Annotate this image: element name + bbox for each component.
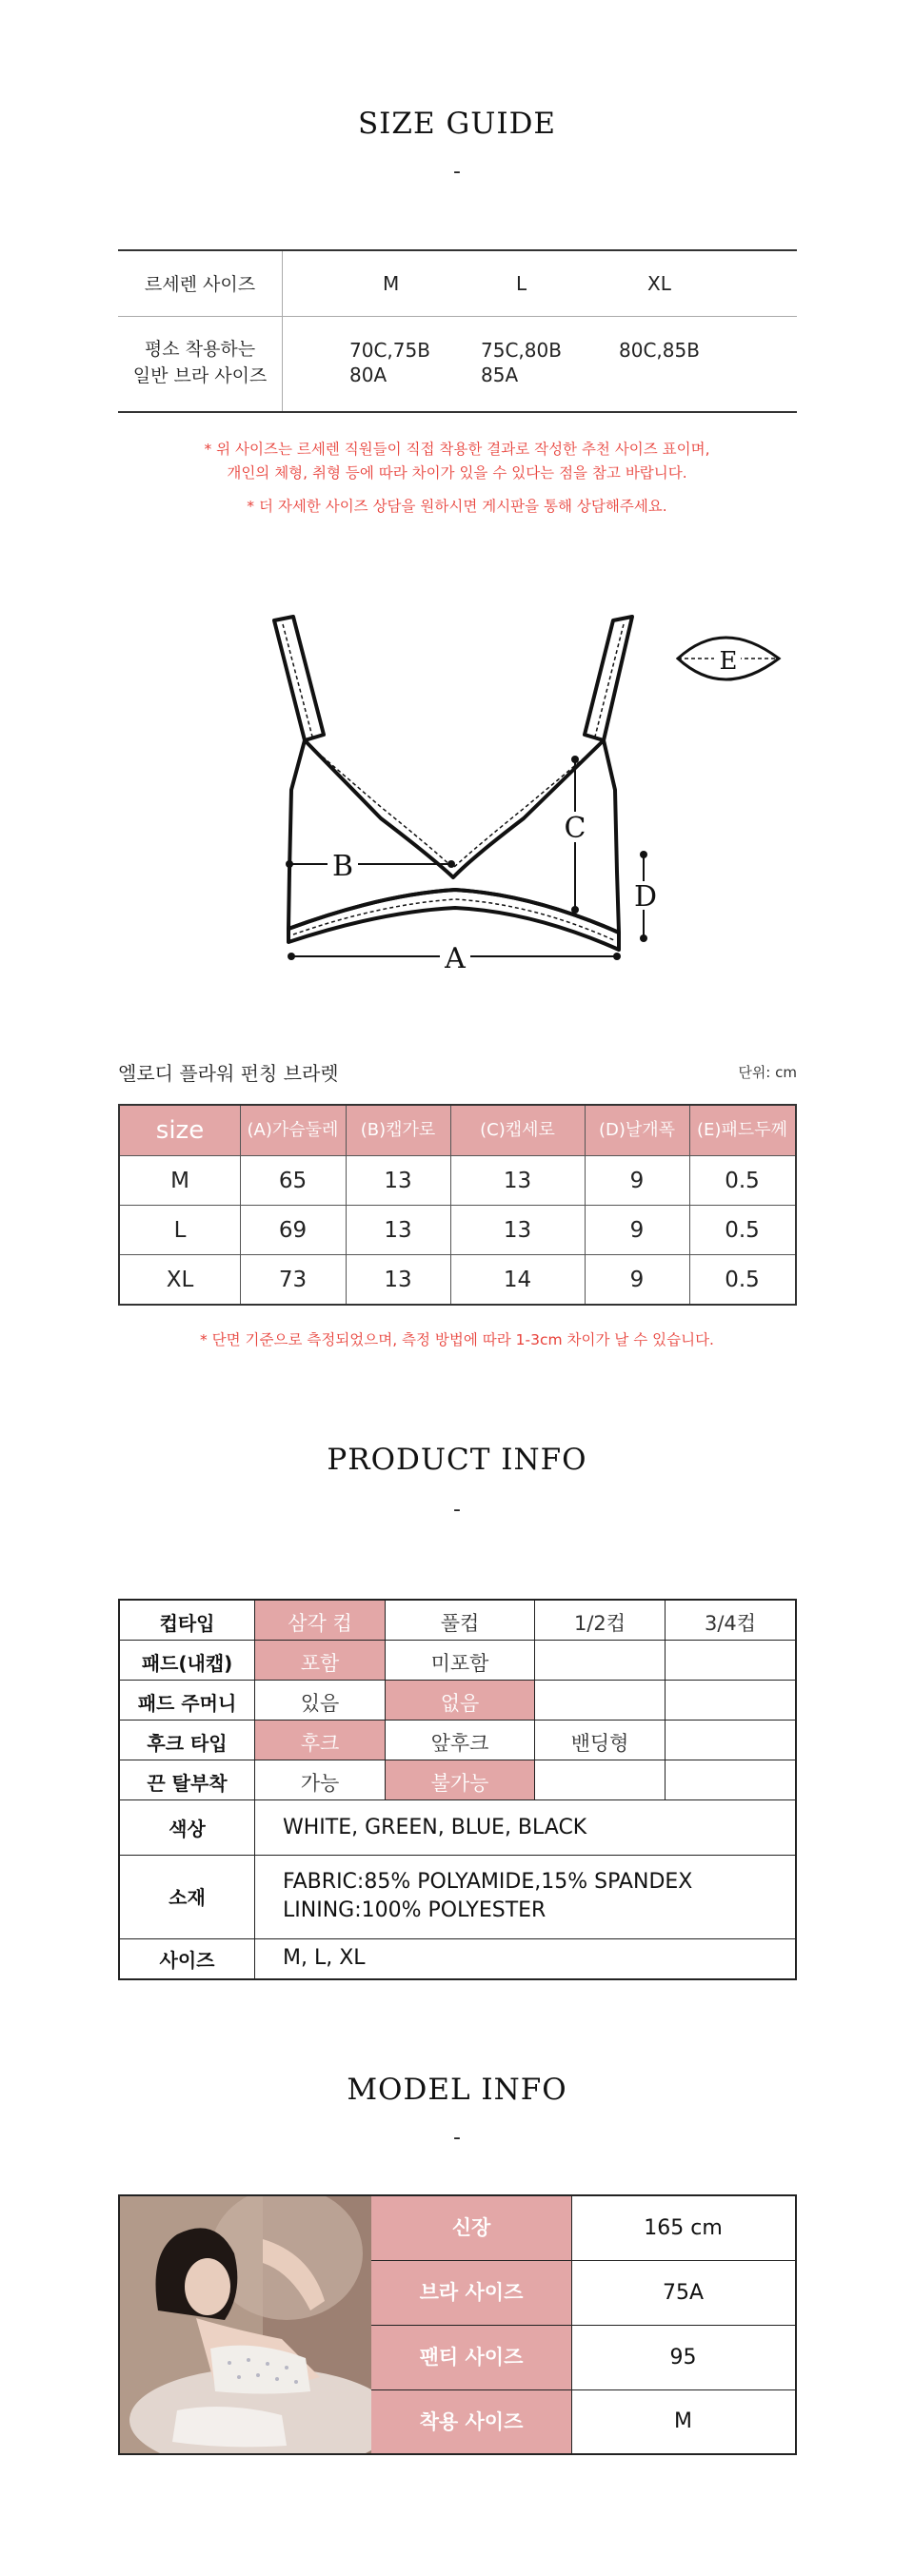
b-dot-left (286, 860, 293, 868)
header-b: (B)캡가로 (360, 1120, 436, 1140)
product-info-table (118, 1599, 797, 1980)
lecelene-size-label: 르세렌 사이즈 (144, 274, 256, 295)
material-line2: LINING:100% POLYESTER (283, 1898, 546, 1922)
cell-c: 13 (503, 1169, 532, 1193)
hook-type-option: 후크 (300, 1732, 340, 1755)
label-e: E (719, 647, 738, 676)
row-divider (120, 1680, 795, 1681)
row-divider (120, 1855, 795, 1856)
hook-type-label: 후크 타입 (147, 1732, 228, 1755)
measurement-note: * 단면 기준으로 측정되었으며, 측정 방법에 따라 1-3cm 차이가 날 수 있습니다. (200, 1331, 714, 1348)
pad-pocket-label: 패드 주머니 (137, 1692, 237, 1715)
cell-e: 0.5 (725, 1218, 760, 1243)
cell-b: 13 (384, 1268, 412, 1292)
size-value: M, L, XL (283, 1946, 366, 1970)
product-name: 엘로디 플라워 펀칭 브라렛 (118, 1062, 339, 1085)
cup-type-option: 1/2컵 (573, 1612, 626, 1635)
c-dot-bottom (571, 906, 579, 914)
size-guide-dash: - (453, 160, 461, 184)
cell-d: 9 (629, 1169, 645, 1193)
size-m: M (383, 272, 400, 295)
height-label: 신장 (371, 2196, 571, 2260)
pad-label: 패드(내캡) (141, 1652, 233, 1675)
pad-pocket-option: 있음 (300, 1692, 340, 1715)
pad-option: 미포함 (430, 1652, 489, 1675)
bra-size-xl-1: 80C,85B (619, 339, 700, 362)
size-guide-title: SIZE GUIDE (357, 107, 557, 141)
unit-label: 단위: cm (738, 1064, 797, 1081)
worn-size-value: M (674, 2409, 692, 2433)
row-divider (120, 1720, 795, 1721)
cell-c: 14 (503, 1268, 532, 1292)
color-label: 색상 (169, 1818, 206, 1840)
strap-detach-label: 끈 탈부착 (147, 1772, 228, 1795)
model-info-title: MODEL INFO (347, 2073, 567, 2107)
cell-b: 13 (384, 1218, 412, 1243)
size-consult-note: * 더 자세한 사이즈 상담을 원하시면 게시판을 통해 상담해주세요. (247, 498, 667, 515)
cell-d: 9 (629, 1218, 645, 1243)
cell-a: 69 (278, 1218, 308, 1243)
worn-size-label: 착용 사이즈 (371, 2390, 571, 2453)
usual-bra-size-label-2: 일반 브라 사이즈 (132, 365, 268, 386)
size-xl: XL (647, 272, 671, 295)
bra-size-value: 75A (662, 2281, 705, 2305)
cup-type-option: 3/4컵 (704, 1612, 757, 1635)
hook-type-option: 앞후크 (430, 1732, 489, 1755)
cell-size: L (173, 1218, 187, 1243)
column-divider (282, 251, 283, 411)
size-note-line1: * 위 사이즈는 르세렌 직원들이 직접 착용한 결과로 작성한 추천 사이즈 표이며, (204, 441, 710, 458)
b-dot-right (447, 860, 455, 868)
material-line1: FABRIC:85% POLYAMIDE,15% SPANDEX (283, 1870, 693, 1894)
cup-type-option: 풀컵 (440, 1612, 480, 1635)
row-divider (118, 316, 797, 317)
measurement-table (118, 1104, 797, 1306)
header-a: (A)가슴둘레 (247, 1120, 339, 1140)
cell-a: 73 (278, 1268, 308, 1292)
bra-size-l-1: 75C,80B (481, 339, 562, 362)
pad-pocket-option: 없음 (440, 1692, 480, 1715)
header-d: (D)날개폭 (598, 1120, 676, 1140)
model-photo (120, 2196, 371, 2453)
strap-detach-option: 가능 (300, 1772, 340, 1795)
cell-d: 9 (629, 1268, 645, 1292)
height-value: 165 cm (644, 2216, 723, 2240)
size-l: L (516, 272, 527, 295)
strap-detach-option: 불가능 (430, 1772, 489, 1795)
cell-c: 13 (503, 1218, 532, 1243)
cup-type-option: 삼각 컵 (288, 1612, 352, 1635)
header-size: size (155, 1116, 205, 1145)
product-info-title: PRODUCT INFO (327, 1443, 587, 1477)
product-info-dash: - (453, 1498, 461, 1522)
d-dot-bottom (640, 934, 647, 942)
usual-bra-size-label-1: 평소 착용하는 (144, 339, 256, 360)
cup-type-label: 컵타입 (159, 1612, 215, 1635)
color-value: WHITE, GREEN, BLUE, BLACK (283, 1816, 587, 1839)
cell-a: 65 (278, 1169, 308, 1193)
panty-size-value: 95 (669, 2346, 697, 2370)
model-info-table (118, 2194, 797, 2455)
c-dot-top (571, 756, 579, 763)
size-guide-table (118, 249, 797, 413)
row-divider (120, 1938, 795, 1939)
row-divider (120, 1640, 795, 1641)
d-dot-top (640, 851, 647, 858)
model-photo-illustration (120, 2196, 371, 2453)
header-c: (C)캡세로 (480, 1120, 555, 1140)
cell-size: XL (166, 1268, 194, 1292)
band-stitch (293, 899, 614, 940)
label-b: B (331, 850, 354, 883)
panty-size-label: 팬티 사이즈 (371, 2326, 571, 2389)
cell-b: 13 (384, 1169, 412, 1193)
cell-e: 0.5 (725, 1268, 760, 1292)
bra-size-m-1: 70C,75B (349, 339, 430, 362)
cell-size: M (170, 1169, 189, 1193)
size-note-line2: 개인의 체형, 취형 등에 따라 차이가 있을 수 있다는 점을 참고 바랍니다. (227, 464, 687, 482)
bra-size-m-2: 80A (349, 364, 387, 386)
material-label: 소재 (169, 1886, 206, 1909)
bra-size-label: 브라 사이즈 (371, 2261, 571, 2325)
header-e: (E)패드두께 (697, 1120, 787, 1140)
bra-measurement-diagram (0, 609, 914, 990)
left-strap (274, 617, 324, 740)
bra-size-l-2: 85A (481, 364, 519, 386)
cell-e: 0.5 (725, 1169, 760, 1193)
label-d: D (633, 880, 658, 914)
pad-option: 포함 (300, 1652, 340, 1675)
label-a: A (445, 942, 466, 975)
model-info-dash: - (453, 2126, 461, 2150)
hook-type-option: 밴딩형 (570, 1732, 629, 1755)
a-dot-left (288, 953, 295, 960)
size-label: 사이즈 (159, 1949, 215, 1972)
row-divider (120, 1799, 795, 1800)
a-dot-right (613, 953, 621, 960)
right-strap (585, 617, 632, 740)
label-c: C (564, 812, 586, 845)
